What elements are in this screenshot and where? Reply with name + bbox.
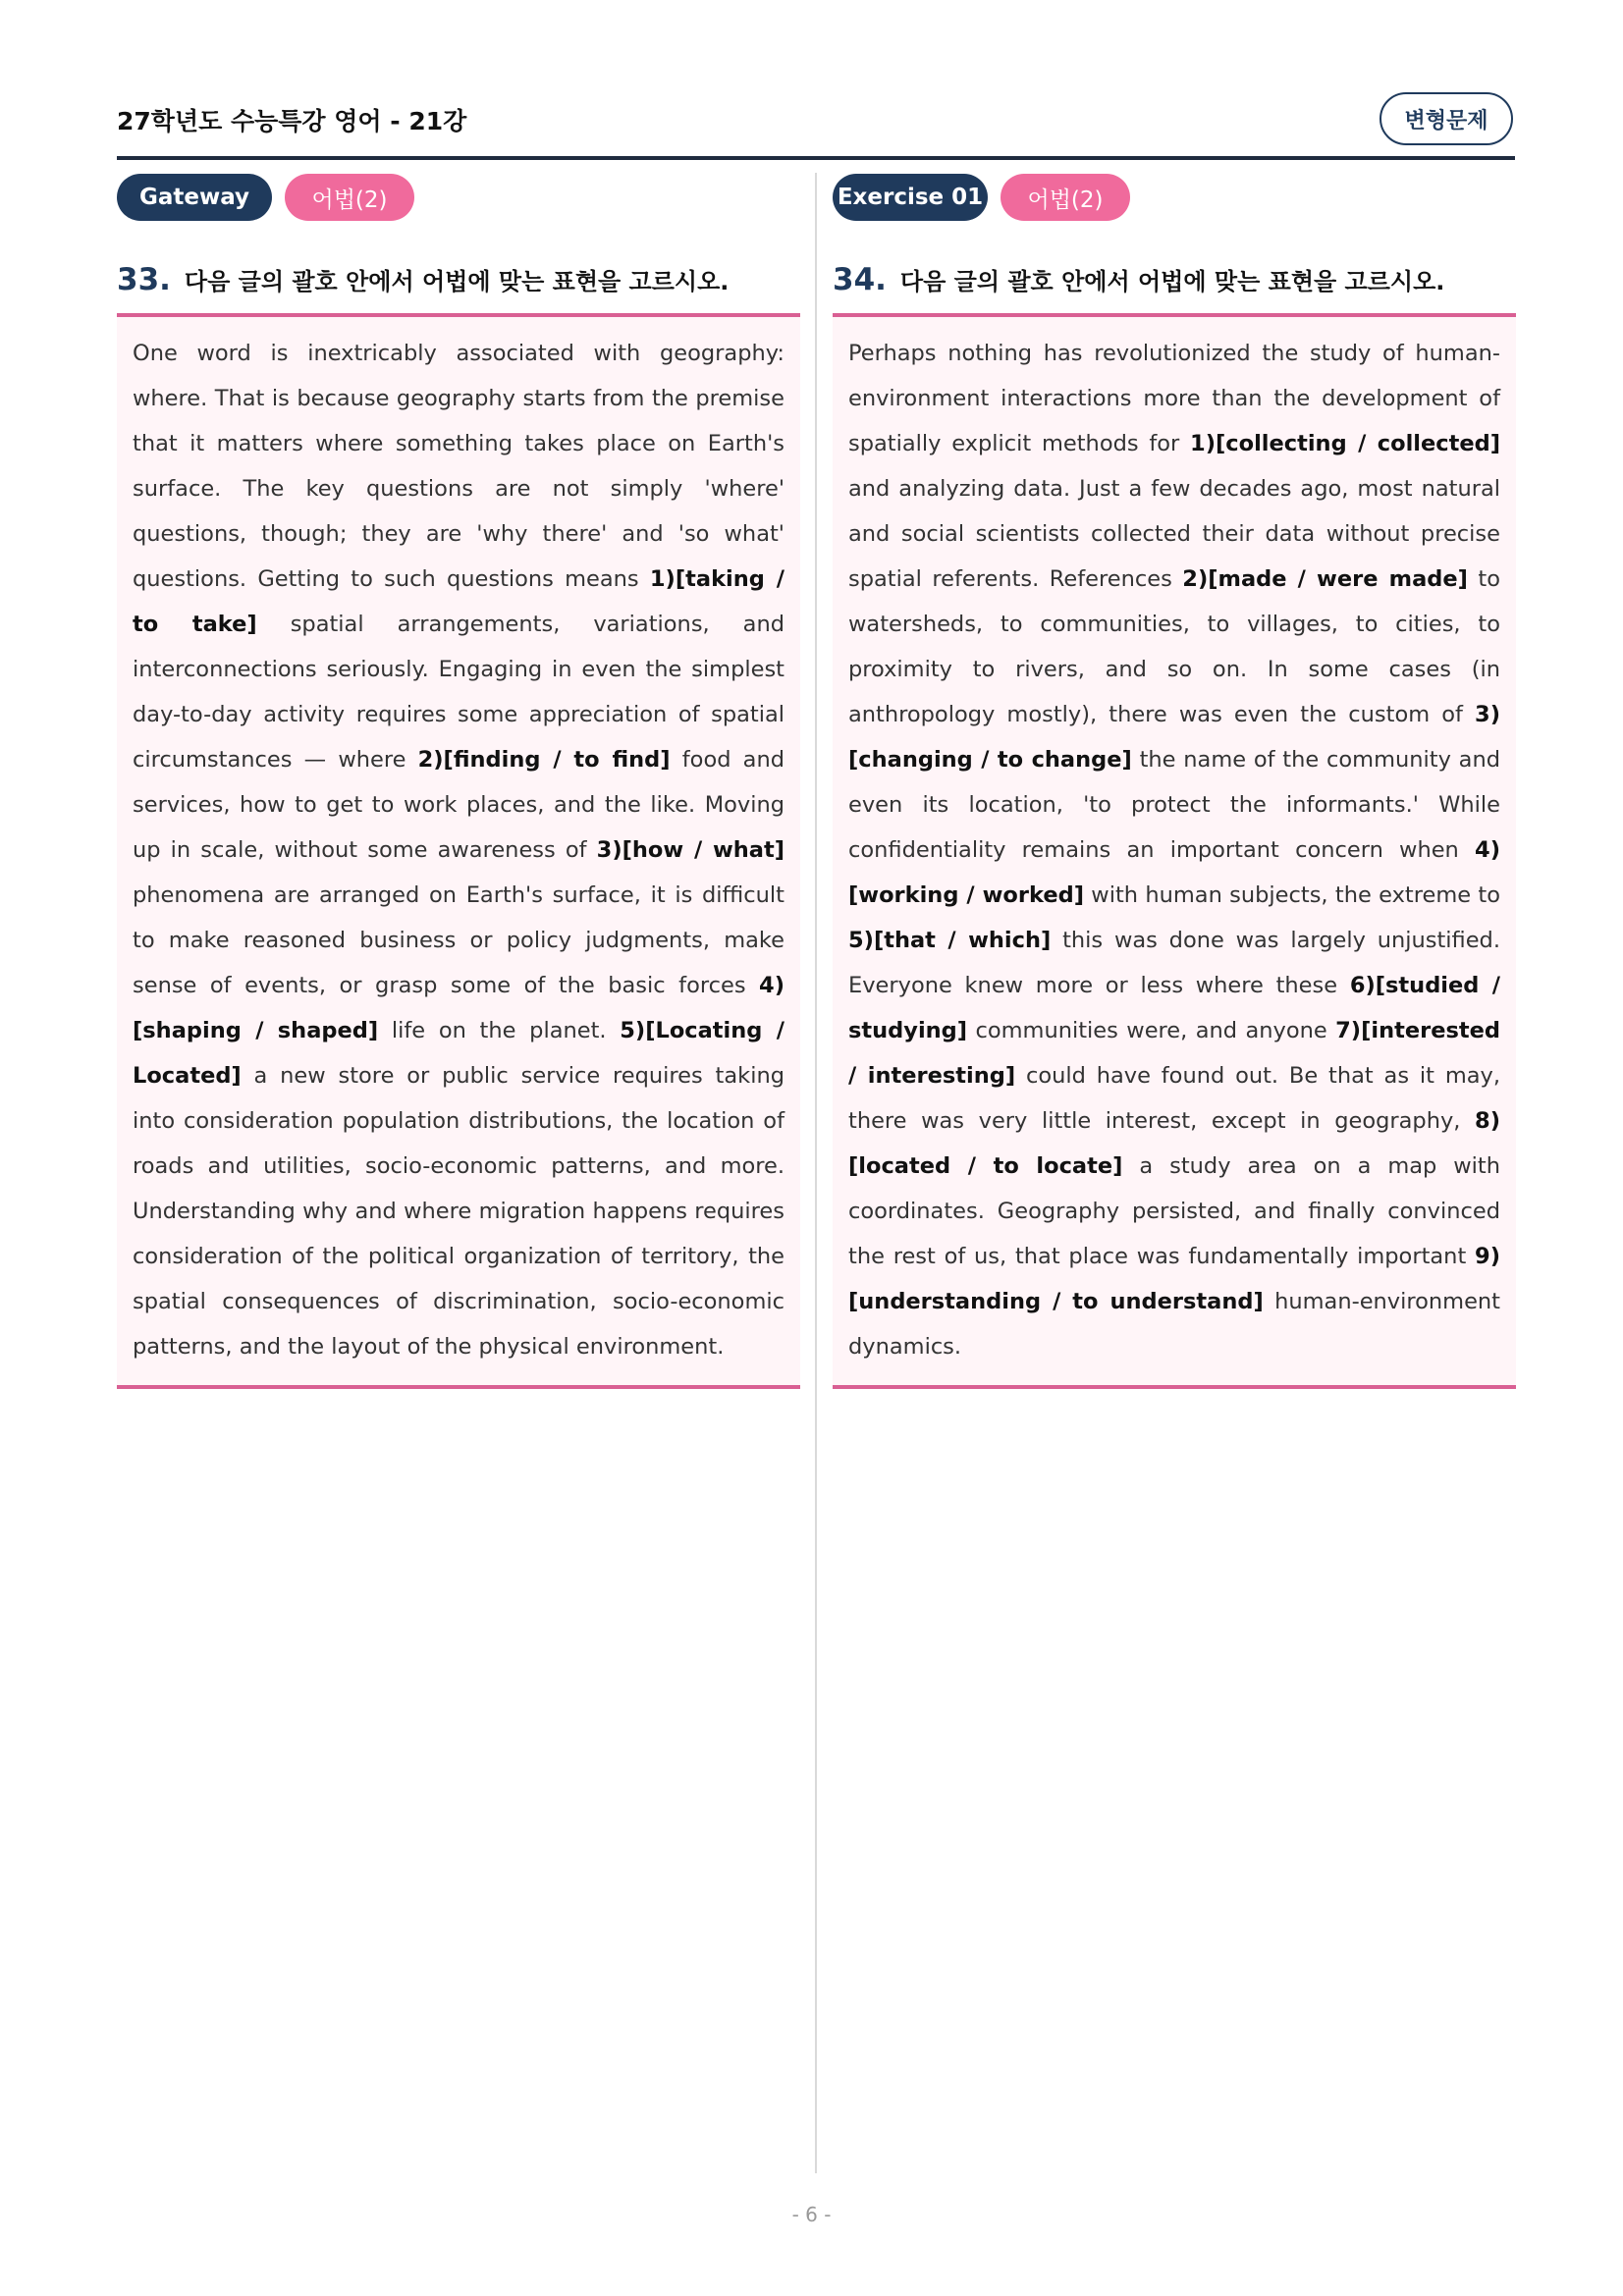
question-heading xyxy=(833,262,1516,303)
passage-segment: a study area on a map with coordinates. Geography persisted, and finally convinced the rest of us, that place was fundamentally important xyxy=(848,1153,1500,1269)
passage-segment: spatial arrangements, variations, and interconnections seriously. Engaging in even the simplest day-to-day activity requires some appreciation of spatial circumstances — where xyxy=(133,612,785,773)
grammar-choice: 3)[changing / to change] xyxy=(848,702,1500,773)
passage-segment: a new store or public service requires taking into consideration population distributions, the location of roads and utilities, socio-economic patterns, and more. Understanding why and where migration happens requires consideration of the political organization of territory, the spatial consequences of discrimination, socio-economic patterns, and the layout of the physical environment. xyxy=(133,1063,784,1360)
variant-problem-badge: 변형문제 xyxy=(1380,92,1513,145)
question-number: 33. xyxy=(117,262,171,297)
page-number: - 6 - xyxy=(791,2203,832,2226)
grammar-tag: 어법(2) xyxy=(285,174,414,221)
passage-segment: and analyzing data. Just a few decades ago, most natural and social scientists collected their data without precise spatial referents. References xyxy=(848,476,1500,592)
grammar-choice: 5)[that / which] xyxy=(848,928,1052,953)
passage-segment: communities were, and anyone xyxy=(967,1018,1336,1043)
passage-segment: Perhaps nothing has revolutionized the study of human-environment interactions more than the development of spatially explicit methods for xyxy=(848,341,1500,456)
grammar-choice: 6)[studied / studying] xyxy=(848,973,1501,1043)
passage-segment: with human subjects, the extreme to xyxy=(1083,882,1500,908)
question-heading xyxy=(117,262,800,303)
grammar-choice: 8)[located / to locate] xyxy=(848,1108,1500,1179)
grammar-choice: 1)[collecting / collected] xyxy=(1190,431,1500,456)
grammar-tag: 어법(2) xyxy=(1001,174,1130,221)
passage-segment: food and services, how to get to work places, and the like. Moving up in scale, without some awareness of xyxy=(133,747,785,863)
grammar-choice: 2)[finding / to find] xyxy=(417,747,671,773)
question-instruction: 다음 글의 괄호 안에서 어법에 맞는 표현을 고르시오. xyxy=(899,268,1445,295)
passage-segment: phenomena are arranged on Earth's surface, it is difficult to make reasoned business or policy judgments, make sense of events, or grasp some of the basic forces xyxy=(133,882,784,998)
passage-segment: life on the planet. xyxy=(378,1018,621,1043)
page-header-title: 27학년도 수능특강 영어 - 21강 xyxy=(117,107,467,135)
grammar-choice: 5)[Locating / Located] xyxy=(133,1018,784,1089)
grammar-choice: 9)[understanding / to understand] xyxy=(848,1244,1500,1314)
grammar-choice: 7)[interested / interesting] xyxy=(848,1018,1500,1089)
grammar-choice: 3)[how / what] xyxy=(596,837,785,863)
question-instruction: 다음 글의 괄호 안에서 어법에 맞는 표현을 고르시오. xyxy=(184,268,730,295)
gateway-tag: Gateway xyxy=(117,174,272,221)
question-number: 34. xyxy=(833,262,887,297)
left-tags xyxy=(117,174,800,223)
passage-segment: the name of the community and even its location, 'to protect the informants.' While confidentiality remains an important concern when xyxy=(848,747,1500,863)
column-divider xyxy=(815,173,817,2173)
left-question-column xyxy=(117,174,800,1389)
header-divider xyxy=(117,156,1515,160)
grammar-choice: 4)[working / worked] xyxy=(848,837,1500,908)
passage-text xyxy=(833,317,1516,1389)
passage-segment: could have found out. Be that as it may, there was very little interest, except in geography, xyxy=(848,1063,1500,1134)
passage-segment: to watersheds, to communities, to villages, to cities, to proximity to rivers, and so on. In some cases (in anthropology mostly), there was even the custom of xyxy=(848,566,1500,727)
passage-segment: this was done was largely unjustified. Everyone knew more or less where these xyxy=(848,928,1500,998)
exercise-tag: Exercise 01 xyxy=(833,174,988,221)
grammar-choice: 1)[taking / to take] xyxy=(133,566,785,637)
passage-segment: human-environment dynamics. xyxy=(848,1289,1500,1360)
right-tags xyxy=(833,174,1516,223)
passage-text xyxy=(117,317,800,1389)
grammar-choice: 4)[shaping / shaped] xyxy=(133,973,784,1043)
grammar-choice: 2)[made / were made] xyxy=(1182,566,1468,592)
passage-segment: One word is inextricably associated with geography: where. That is because geography starts from the premise that it matters where something takes place on Earth's surface. The key questions are not simply 'where' questions, though; they are 'why there' and 'so what' questions. Getting to such questions means xyxy=(133,341,784,592)
right-question-column xyxy=(833,174,1516,1389)
